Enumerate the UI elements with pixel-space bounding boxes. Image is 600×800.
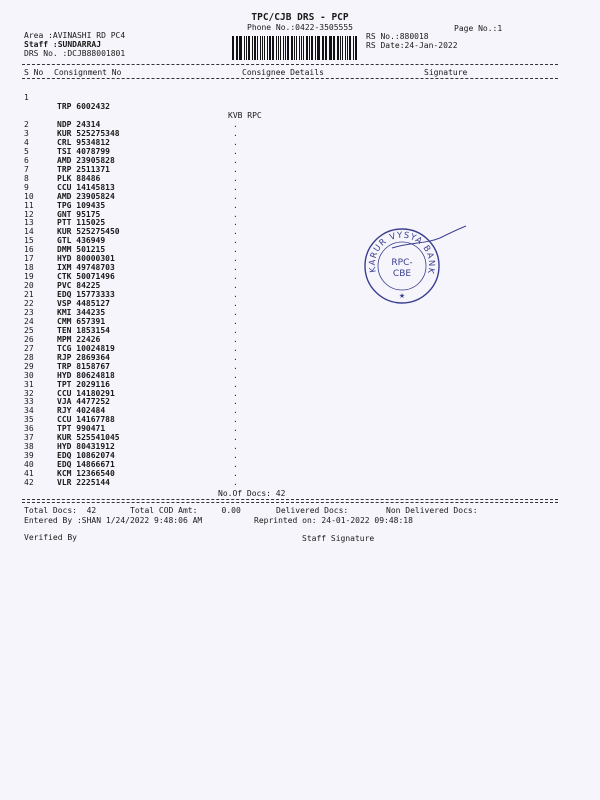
row-consignee-marker: . bbox=[233, 191, 238, 201]
row-sno: 11 bbox=[24, 200, 34, 210]
row-consignment: IXM 49748703 bbox=[57, 263, 115, 273]
row-consignee-marker: . bbox=[233, 406, 238, 416]
barcode-bar bbox=[329, 36, 331, 60]
row-consignee-marker: . bbox=[233, 137, 238, 147]
non-delivered-docs: Non Delivered Docs: bbox=[386, 506, 478, 515]
row-consignee-marker: . bbox=[233, 263, 238, 273]
barcode-bar bbox=[315, 36, 316, 60]
entered-by: Entered By :SHAN 1/24/2022 9:48:06 AM bbox=[24, 516, 203, 525]
barcode-bar bbox=[349, 36, 351, 60]
barcode-bar bbox=[280, 36, 282, 60]
barcode-bar bbox=[278, 36, 279, 60]
table-row bbox=[0, 120, 600, 129]
row-sno: 1 bbox=[24, 93, 29, 102]
barcode-bar bbox=[309, 36, 310, 60]
table-row bbox=[0, 227, 600, 236]
row-consignment: TPT 2029116 bbox=[57, 379, 110, 389]
table-row bbox=[0, 236, 600, 245]
stamp-center-2: CBE bbox=[392, 269, 412, 279]
table-row bbox=[0, 290, 600, 299]
signature-scribble bbox=[390, 222, 470, 252]
row-sno: 38 bbox=[24, 442, 34, 452]
barcode-bar bbox=[244, 36, 245, 60]
barcode-bar bbox=[232, 36, 234, 60]
row-consignment: HYD 80000301 bbox=[57, 254, 115, 264]
total-cod: Total COD Amt: 0.00 bbox=[130, 506, 241, 515]
col-signature: Signature bbox=[424, 68, 468, 77]
row-consignment: AMD 23905828 bbox=[57, 155, 115, 165]
table-row bbox=[0, 129, 600, 138]
table-row bbox=[0, 201, 600, 210]
table-row bbox=[0, 156, 600, 165]
row-consignment: HYD 80431912 bbox=[57, 442, 115, 452]
row-consignee-marker: . bbox=[233, 352, 238, 362]
table-row bbox=[0, 210, 600, 219]
row-sno: 41 bbox=[24, 469, 34, 479]
row-consignee-marker: . bbox=[233, 299, 238, 308]
row-consignee-marker: . bbox=[233, 227, 238, 237]
row-sno: 34 bbox=[24, 406, 34, 416]
row-sno: 37 bbox=[24, 433, 34, 443]
row-consignee-marker: . bbox=[233, 478, 238, 487]
barcode-bar bbox=[318, 36, 320, 60]
rs-date: RS Date:24-Jan-2022 bbox=[366, 41, 458, 50]
row-consignee-marker: . bbox=[233, 120, 238, 129]
row-sno: 5 bbox=[24, 146, 29, 156]
barcode-bar bbox=[239, 36, 241, 60]
row-consignee-marker: . bbox=[233, 334, 238, 344]
row-consignment: KUR 525541045 bbox=[57, 433, 120, 443]
row-consignment: CCU 14167788 bbox=[57, 415, 115, 425]
staff-field: Staff :SUNDARRAJ bbox=[24, 40, 102, 49]
table-row bbox=[0, 317, 600, 326]
row-sno: 23 bbox=[24, 307, 34, 317]
row-sno: 20 bbox=[24, 281, 34, 291]
row-consignment: RJY 402484 bbox=[57, 406, 106, 416]
table-row bbox=[0, 272, 600, 281]
barcode-bar bbox=[326, 36, 327, 60]
row-consignee: KVB RPC bbox=[228, 111, 262, 120]
row-consignee-marker: . bbox=[233, 254, 238, 264]
row-consignee-marker: . bbox=[233, 307, 238, 317]
row-sno: 28 bbox=[24, 352, 34, 362]
row-consignment: PTT 115025 bbox=[57, 218, 106, 228]
row-consignment: GTL 436949 bbox=[57, 236, 106, 246]
row-sno: 9 bbox=[24, 182, 29, 192]
row-consignee-marker: . bbox=[233, 164, 238, 174]
row-sno: 17 bbox=[24, 254, 34, 264]
table-row bbox=[0, 245, 600, 254]
table-row bbox=[0, 362, 600, 371]
table-row bbox=[0, 442, 600, 451]
table-row bbox=[0, 299, 600, 308]
barcode-bar bbox=[246, 36, 248, 60]
table-row bbox=[0, 263, 600, 272]
row-consignment: MPM 22426 bbox=[57, 334, 101, 344]
row-consignee-marker: . bbox=[233, 281, 238, 291]
row-consignee-marker: . bbox=[233, 200, 238, 210]
row-consignee-marker: . bbox=[233, 218, 238, 228]
total-docs: Total Docs: 42 bbox=[24, 506, 97, 515]
row-consignee-marker: . bbox=[233, 146, 238, 156]
row-sno: 27 bbox=[24, 343, 34, 353]
barcode-bar bbox=[353, 36, 354, 60]
row-sno: 30 bbox=[24, 370, 34, 380]
table-row bbox=[0, 344, 600, 353]
row-sno: 19 bbox=[24, 272, 34, 282]
row-consignment: EDQ 14866671 bbox=[57, 460, 115, 470]
page-number: Page No.:1 bbox=[454, 24, 503, 33]
row-sno: 18 bbox=[24, 263, 34, 273]
barcode-bar bbox=[306, 36, 308, 60]
document-title: TPC/CJB DRS - PCP bbox=[251, 12, 349, 23]
barcode-bar bbox=[345, 36, 346, 60]
row-consignee-marker: . bbox=[233, 128, 238, 138]
barcode-bar bbox=[301, 36, 302, 60]
row-consignee-marker: . bbox=[233, 451, 238, 461]
row-consignee-marker: . bbox=[233, 272, 238, 282]
row-sno: 24 bbox=[24, 316, 34, 326]
barcode-bar bbox=[337, 36, 339, 60]
table-row bbox=[0, 424, 600, 433]
table-row bbox=[0, 165, 600, 174]
table-row bbox=[0, 371, 600, 380]
row-consignee-marker: . bbox=[233, 325, 238, 335]
row-sno: 35 bbox=[24, 415, 34, 425]
row-consignment: CTK 50071496 bbox=[57, 272, 115, 282]
table-row bbox=[0, 138, 600, 147]
row-consignment: KMI 344235 bbox=[57, 307, 106, 317]
barcode-bar bbox=[296, 36, 297, 60]
divider bbox=[22, 502, 558, 503]
row-consignment: EDQ 15773333 bbox=[57, 290, 115, 300]
row-sno: 13 bbox=[24, 218, 34, 228]
barcode-bar bbox=[334, 36, 335, 60]
row-sno: 12 bbox=[24, 209, 34, 219]
row-consignment: CCU 14145813 bbox=[57, 182, 115, 192]
barcode-bar bbox=[347, 36, 348, 60]
table-row bbox=[0, 147, 600, 156]
row-consignee-marker: . bbox=[233, 155, 238, 165]
barcode-bar bbox=[272, 36, 274, 60]
barcode-bar bbox=[267, 36, 268, 60]
stamp-center-1: RPC- bbox=[391, 258, 413, 268]
row-sno: 22 bbox=[24, 299, 34, 308]
barcode-bar bbox=[294, 36, 295, 60]
col-sno: S No bbox=[24, 68, 44, 77]
barcode-bar bbox=[322, 36, 324, 60]
row-consignment: EDQ 10862074 bbox=[57, 451, 115, 461]
row-sno: 4 bbox=[24, 137, 29, 147]
row-consignment: KCM 12366540 bbox=[57, 469, 115, 479]
no-of-docs: No.Of Docs: 42 bbox=[218, 489, 286, 498]
row-sno: 39 bbox=[24, 451, 34, 461]
row-consignment: TRP 2511371 bbox=[57, 164, 110, 174]
row-sno: 2 bbox=[24, 120, 29, 129]
row-consignee-marker: . bbox=[233, 245, 238, 255]
table-row bbox=[0, 183, 600, 192]
table-row bbox=[0, 326, 600, 335]
svg-text:★: ★ bbox=[398, 292, 406, 300]
row-consignee-marker: . bbox=[233, 361, 238, 371]
row-consignment: VJA 4477252 bbox=[57, 397, 110, 407]
row-consignment: DMM 501215 bbox=[57, 245, 106, 255]
row-consignee-marker: . bbox=[233, 343, 238, 353]
barcode-bar bbox=[264, 36, 265, 60]
table-row bbox=[0, 469, 600, 478]
row-sno: 21 bbox=[24, 290, 34, 300]
row-sno: 14 bbox=[24, 227, 34, 237]
row-consignee-marker: . bbox=[233, 209, 238, 219]
row-consignment: TPT 990471 bbox=[57, 424, 106, 434]
row-consignment: TRP 8158767 bbox=[57, 361, 110, 371]
barcode-bar bbox=[285, 36, 286, 60]
row-consignment: KUR 525275348 bbox=[57, 128, 120, 138]
row-consignee-marker: . bbox=[233, 370, 238, 380]
barcode-bar bbox=[260, 36, 261, 60]
row-consignee-marker: . bbox=[233, 236, 238, 246]
row-sno: 32 bbox=[24, 388, 34, 398]
table-row bbox=[0, 460, 600, 469]
row-consignee-marker: . bbox=[233, 388, 238, 398]
table-row bbox=[0, 353, 600, 362]
col-consignee: Consignee Details bbox=[242, 68, 324, 77]
barcode-bar bbox=[317, 36, 318, 60]
row-sno: 33 bbox=[24, 397, 34, 407]
row-consignment: PLK 88486 bbox=[57, 173, 101, 183]
table-row bbox=[0, 433, 600, 442]
barcode-bar bbox=[299, 36, 301, 60]
row-consignment: HYD 80624818 bbox=[57, 370, 115, 380]
drs-number: DRS No. :DCJB88001801 bbox=[24, 49, 126, 58]
row-consignee-marker: . bbox=[233, 442, 238, 452]
row-consignee-marker: . bbox=[233, 316, 238, 326]
barcode bbox=[232, 36, 358, 60]
row-sno: 15 bbox=[24, 236, 34, 246]
table-row bbox=[0, 281, 600, 290]
barcode-bar bbox=[276, 36, 277, 60]
table-row bbox=[0, 192, 600, 201]
row-consignment: RJP 2869364 bbox=[57, 352, 110, 362]
row-sno: 25 bbox=[24, 325, 34, 335]
barcode-bar bbox=[287, 36, 289, 60]
verified-by: Verified By bbox=[24, 533, 77, 542]
row-consignment: VSP 4485127 bbox=[57, 299, 110, 308]
row-sno: 6 bbox=[24, 155, 29, 165]
divider bbox=[22, 78, 558, 79]
rs-number: RS No.:880018 bbox=[366, 32, 429, 41]
row-consignment: AMD 23905824 bbox=[57, 191, 115, 201]
table-row bbox=[0, 335, 600, 344]
row-consignment: NDP 24314 bbox=[57, 120, 101, 129]
row-consignee-marker: . bbox=[233, 173, 238, 183]
row-sno: 42 bbox=[24, 478, 34, 487]
phone-number: Phone No.:0422-3505555 bbox=[247, 23, 353, 32]
barcode-bar bbox=[291, 36, 293, 60]
row-consignment: CMM 657391 bbox=[57, 316, 106, 326]
row-consignment: CCU 14180291 bbox=[57, 388, 115, 398]
barcode-bar bbox=[248, 36, 250, 60]
barcode-bar bbox=[340, 36, 341, 60]
row-consignee-marker: . bbox=[233, 469, 238, 479]
row-consignment: TRP 6002432 bbox=[57, 102, 110, 111]
row-consignee-marker: . bbox=[233, 397, 238, 407]
row-consignment: TSI 4078799 bbox=[57, 146, 110, 156]
row-sno: 16 bbox=[24, 245, 34, 255]
row-consignment: PVC 84225 bbox=[57, 281, 101, 291]
table-row-first bbox=[0, 84, 600, 120]
stamp-ring-text: KARUR VYSYA BANK bbox=[367, 230, 437, 276]
barcode-bar bbox=[237, 36, 238, 60]
barcode-bar bbox=[325, 36, 326, 60]
row-consignee-marker: . bbox=[233, 290, 238, 300]
row-sno: 3 bbox=[24, 128, 29, 138]
table-row bbox=[0, 308, 600, 317]
barcode-bar bbox=[342, 36, 344, 60]
table-row bbox=[0, 451, 600, 460]
table-row bbox=[0, 174, 600, 183]
table-row bbox=[0, 397, 600, 406]
row-consignment: TPG 109435 bbox=[57, 200, 106, 210]
barcode-bar bbox=[257, 36, 258, 60]
table-row bbox=[0, 478, 600, 487]
row-consignment: TCG 10024819 bbox=[57, 343, 115, 353]
table-row bbox=[0, 389, 600, 398]
area-field: Area :AVINASHI RD PC4 bbox=[24, 31, 126, 40]
row-consignee-marker: . bbox=[233, 415, 238, 425]
row-consignment: VLR 2225144 bbox=[57, 478, 110, 487]
barcode-bar bbox=[236, 36, 237, 60]
barcode-bar bbox=[269, 36, 271, 60]
barcode-bar bbox=[303, 36, 304, 60]
row-consignment: TEN 1853154 bbox=[57, 325, 110, 335]
divider bbox=[22, 499, 558, 500]
barcode-bar bbox=[252, 36, 253, 60]
delivered-docs: Delivered Docs: bbox=[276, 506, 349, 515]
row-consignment: CRL 9534812 bbox=[57, 137, 110, 147]
table-row bbox=[0, 218, 600, 227]
row-consignment: KUR 525275450 bbox=[57, 227, 120, 237]
table-row bbox=[0, 254, 600, 263]
barcode-bar bbox=[262, 36, 264, 60]
row-consignee-marker: . bbox=[233, 433, 238, 443]
barcode-bar bbox=[311, 36, 313, 60]
staff-signature: Staff Signature bbox=[302, 534, 375, 543]
row-consignment: GNT 95175 bbox=[57, 209, 101, 219]
barcode-bar bbox=[254, 36, 256, 60]
col-consignment: Consignment No bbox=[54, 68, 122, 77]
reprinted-on: Reprinted on: 24-01-2022 09:48:18 bbox=[254, 516, 413, 525]
barcode-bar bbox=[283, 36, 284, 60]
barcode-bar bbox=[333, 36, 334, 60]
table-row bbox=[0, 406, 600, 415]
row-sno: 40 bbox=[24, 460, 34, 470]
row-consignee-marker: . bbox=[233, 460, 238, 470]
table-row bbox=[0, 380, 600, 389]
table-row bbox=[0, 415, 600, 424]
barcode-bar bbox=[355, 36, 357, 60]
divider bbox=[22, 64, 558, 65]
row-consignee-marker: . bbox=[233, 379, 238, 389]
row-sno: 7 bbox=[24, 164, 29, 174]
row-sno: 36 bbox=[24, 424, 34, 434]
row-sno: 26 bbox=[24, 334, 34, 344]
row-sno: 31 bbox=[24, 379, 34, 389]
row-sno: 8 bbox=[24, 173, 29, 183]
row-sno: 10 bbox=[24, 191, 34, 201]
row-sno: 29 bbox=[24, 361, 34, 371]
row-consignee-marker: . bbox=[233, 182, 238, 192]
row-consignee-marker: . bbox=[233, 424, 238, 434]
